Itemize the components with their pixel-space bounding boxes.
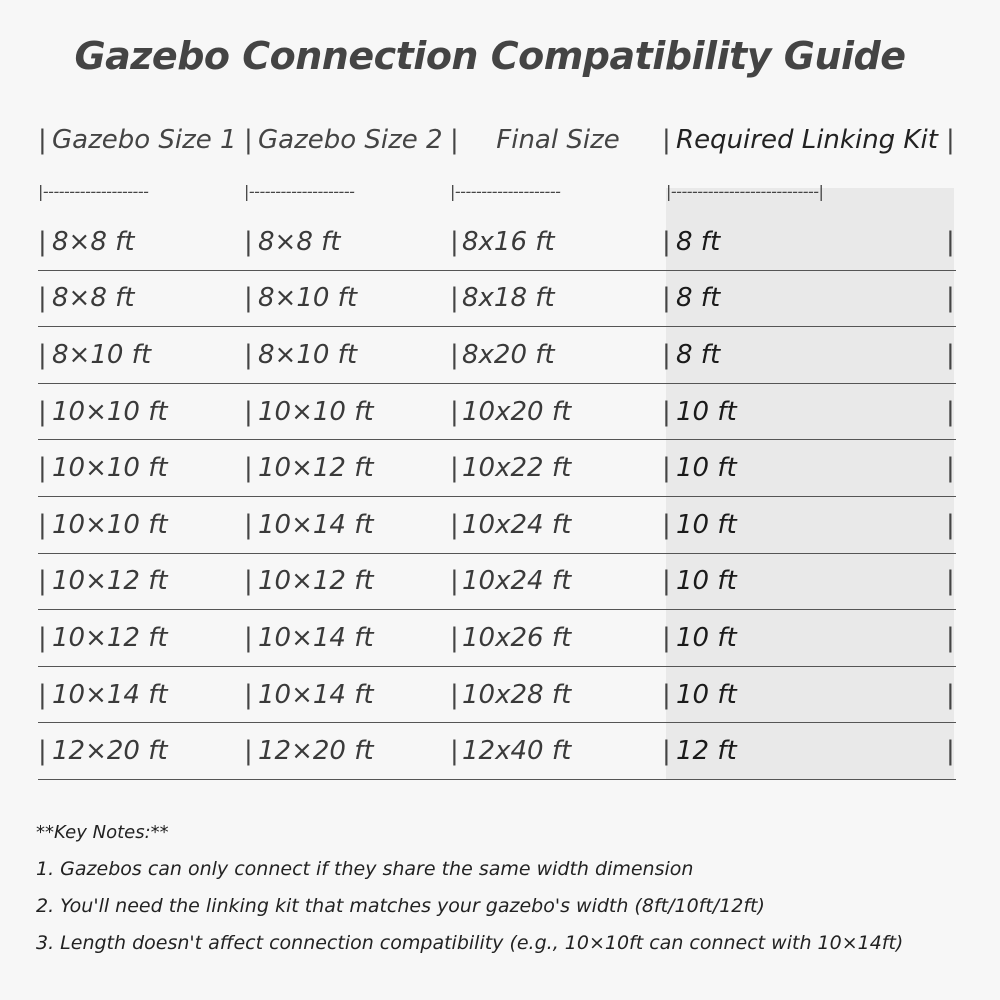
separator-cell: |-------------------- xyxy=(244,181,355,201)
table-row xyxy=(38,610,956,667)
column-divider: | xyxy=(38,339,47,370)
column-divider: | xyxy=(244,453,253,484)
notes-heading: **Key Notes:** xyxy=(36,822,169,843)
cell-gazebo-size-2: 10×14 ft xyxy=(258,509,374,540)
column-divider: | xyxy=(946,283,955,314)
table-header-row: | Gazebo Size 1 | Gazebo Size 2 | Final Size | Required Linking Kit | xyxy=(38,112,956,168)
cell-gazebo-size-1: 8×8 ft xyxy=(52,226,135,257)
column-divider: | xyxy=(662,226,671,257)
cell-gazebo-size-2: 10×12 ft xyxy=(258,453,374,484)
column-divider: | xyxy=(450,396,459,427)
table-row xyxy=(38,667,956,724)
column-divider: | xyxy=(38,679,47,710)
cell-gazebo-size-1: 10×10 ft xyxy=(52,396,168,427)
cell-linking-kit: 10 ft xyxy=(676,509,737,540)
column-divider: | xyxy=(38,396,47,427)
column-divider: | xyxy=(450,622,459,653)
column-divider: | xyxy=(450,226,459,257)
header-gazebo-size-1: Gazebo Size 1 xyxy=(52,125,237,155)
cell-linking-kit: 8 ft xyxy=(676,283,721,314)
column-divider: | xyxy=(244,339,253,370)
table-row xyxy=(38,327,956,384)
column-divider: | xyxy=(38,283,47,314)
column-divider: | xyxy=(244,283,253,314)
key-notes xyxy=(36,814,976,962)
cell-final-size: 10x28 ft xyxy=(462,679,572,710)
column-divider: | xyxy=(946,509,955,540)
cell-gazebo-size-2: 10×14 ft xyxy=(258,679,374,710)
column-divider: | xyxy=(244,396,253,427)
cell-final-size: 10x26 ft xyxy=(462,622,572,653)
table-row xyxy=(38,554,956,611)
column-divider: | xyxy=(38,226,47,257)
column-divider: | xyxy=(450,566,459,597)
cell-final-size: 8x16 ft xyxy=(462,226,555,257)
cell-gazebo-size-2: 8×8 ft xyxy=(258,226,341,257)
column-divider: | xyxy=(244,226,253,257)
column-divider: | xyxy=(450,736,459,767)
page-title: Gazebo Connection Compatibility Guide xyxy=(74,34,906,78)
separator-cell: |----------------------------| xyxy=(666,181,824,201)
column-divider: | xyxy=(244,679,253,710)
cell-gazebo-size-1: 10×10 ft xyxy=(52,453,168,484)
table-separator-row xyxy=(38,168,956,214)
column-divider: | xyxy=(450,679,459,710)
column-divider: | xyxy=(946,453,955,484)
cell-gazebo-size-2: 10×12 ft xyxy=(258,566,374,597)
cell-gazebo-size-1: 8×10 ft xyxy=(52,339,152,370)
column-divider: | xyxy=(662,566,671,597)
table-row xyxy=(38,271,956,328)
cell-gazebo-size-2: 8×10 ft xyxy=(258,283,358,314)
table-row xyxy=(38,497,956,554)
separator-cell: |-------------------- xyxy=(450,181,561,201)
cell-gazebo-size-1: 12×20 ft xyxy=(52,736,168,767)
header-final-size: Final Size xyxy=(496,125,620,155)
note-item: 2. You'll need the linking kit that matches your gazebo's width (8ft/10ft/12ft) xyxy=(36,895,765,917)
cell-linking-kit: 8 ft xyxy=(676,339,721,370)
column-divider: | xyxy=(946,679,955,710)
table-row xyxy=(38,214,956,271)
column-divider: | xyxy=(946,566,955,597)
cell-linking-kit: 8 ft xyxy=(676,226,721,257)
cell-final-size: 8x18 ft xyxy=(462,283,555,314)
cell-final-size: 8x20 ft xyxy=(462,339,555,370)
cell-linking-kit: 10 ft xyxy=(676,679,737,710)
cell-final-size: 10x20 ft xyxy=(462,396,572,427)
table-row xyxy=(38,384,956,441)
column-divider: | xyxy=(662,509,671,540)
column-divider: | xyxy=(662,679,671,710)
column-divider: | xyxy=(450,339,459,370)
column-divider: | xyxy=(450,509,459,540)
column-divider: | xyxy=(946,226,955,257)
column-divider: | xyxy=(244,736,253,767)
column-divider: | xyxy=(946,622,955,653)
cell-final-size: 10x22 ft xyxy=(462,453,572,484)
table-row xyxy=(38,723,956,780)
column-divider: | xyxy=(244,509,253,540)
column-divider: | xyxy=(450,283,459,314)
cell-linking-kit: 10 ft xyxy=(676,453,737,484)
column-divider: | xyxy=(38,736,47,767)
cell-final-size: 12x40 ft xyxy=(462,736,572,767)
cell-gazebo-size-1: 10×10 ft xyxy=(52,509,168,540)
column-divider: | xyxy=(38,566,47,597)
cell-linking-kit: 10 ft xyxy=(676,622,737,653)
column-divider: | xyxy=(662,283,671,314)
column-divider: | xyxy=(38,622,47,653)
cell-gazebo-size-2: 10×10 ft xyxy=(258,396,374,427)
column-divider: | xyxy=(946,339,955,370)
cell-gazebo-size-1: 8×8 ft xyxy=(52,283,135,314)
column-divider: | xyxy=(450,453,459,484)
column-divider: | xyxy=(38,453,47,484)
cell-final-size: 10x24 ft xyxy=(462,566,572,597)
cell-gazebo-size-1: 10×12 ft xyxy=(52,566,168,597)
column-divider: | xyxy=(946,736,955,767)
cell-gazebo-size-2: 12×20 ft xyxy=(258,736,374,767)
column-divider: | xyxy=(946,396,955,427)
note-item: 1. Gazebos can only connect if they share the same width dimension xyxy=(36,858,694,880)
header-gazebo-size-2: Gazebo Size 2 xyxy=(258,125,443,155)
cell-gazebo-size-2: 10×14 ft xyxy=(258,622,374,653)
cell-final-size: 10x24 ft xyxy=(462,509,572,540)
cell-gazebo-size-1: 10×12 ft xyxy=(52,622,168,653)
column-divider: | xyxy=(662,736,671,767)
cell-linking-kit: 10 ft xyxy=(676,566,737,597)
column-divider: | xyxy=(244,566,253,597)
cell-linking-kit: 12 ft xyxy=(676,736,737,767)
table-row xyxy=(38,440,956,497)
cell-gazebo-size-2: 8×10 ft xyxy=(258,339,358,370)
header-required-linking-kit: Required Linking Kit xyxy=(676,125,938,155)
column-divider: | xyxy=(38,509,47,540)
column-divider: | xyxy=(662,622,671,653)
separator-cell: |-------------------- xyxy=(38,181,149,201)
column-divider: | xyxy=(244,622,253,653)
cell-linking-kit: 10 ft xyxy=(676,396,737,427)
column-divider: | xyxy=(662,339,671,370)
note-item: 3. Length doesn't affect connection compatibility (e.g., 10×10ft can connect with 10×14ft) xyxy=(36,932,904,954)
compatibility-table xyxy=(38,112,956,780)
column-divider: | xyxy=(662,396,671,427)
cell-gazebo-size-1: 10×14 ft xyxy=(52,679,168,710)
column-divider: | xyxy=(662,453,671,484)
